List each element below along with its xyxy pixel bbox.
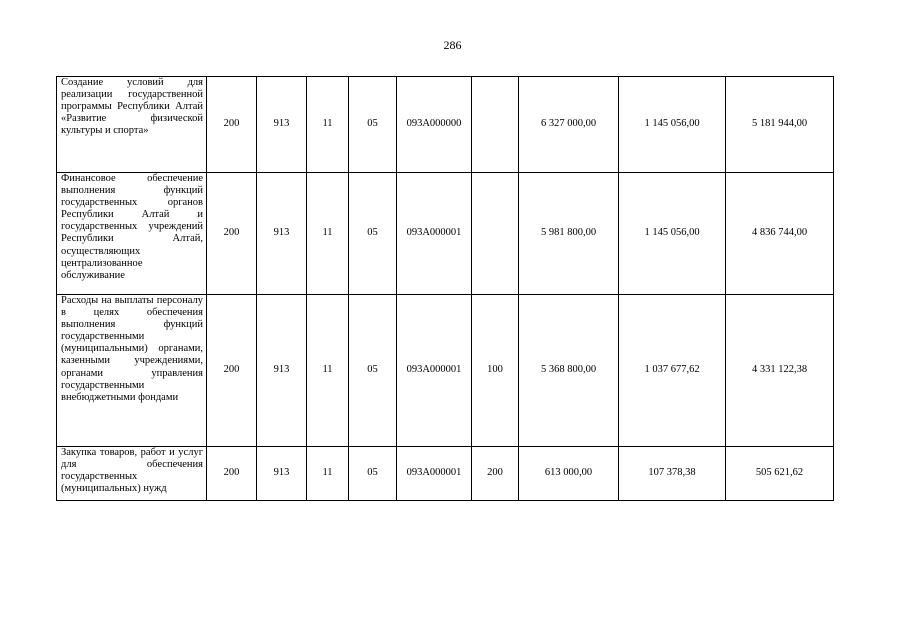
sum-total-cell: 6 327 000,00 — [519, 77, 619, 173]
row-name-cell: Создание условий для реализации государственной программы Республики Алтай «Развитие физической культуры и спорта» — [57, 77, 207, 173]
gr-cell: 200 — [207, 295, 257, 447]
sum-rest-cell: 5 181 944,00 — [726, 77, 834, 173]
gr-cell: 200 — [207, 447, 257, 501]
table-row — [57, 173, 834, 295]
page-number: 286 — [443, 38, 462, 52]
csr-cell: 093A000000 — [397, 77, 472, 173]
sum-rest-cell: 4 331 122,38 — [726, 295, 834, 447]
sum-rest-cell: 505 621,62 — [726, 447, 834, 501]
vr-cell — [472, 173, 519, 295]
ved-cell: 913 — [257, 447, 307, 501]
pr-cell: 05 — [349, 295, 397, 447]
pr-cell: 05 — [349, 173, 397, 295]
csr-cell: 093A000001 — [397, 447, 472, 501]
csr-cell: 093A000001 — [397, 295, 472, 447]
ved-cell: 913 — [257, 173, 307, 295]
sum-rest-cell: 4 836 744,00 — [726, 173, 834, 295]
rz-cell: 11 — [307, 295, 349, 447]
gr-cell: 200 — [207, 173, 257, 295]
rz-cell: 11 — [307, 77, 349, 173]
gr-cell: 200 — [207, 77, 257, 173]
vr-cell: 200 — [472, 447, 519, 501]
csr-cell: 093A000001 — [397, 173, 472, 295]
row-name-cell: Закупка товаров, работ и услуг для обеспечения государственных (муниципальных) нужд — [57, 447, 207, 501]
sum-exec-cell: 107 378,38 — [619, 447, 726, 501]
ved-cell: 913 — [257, 77, 307, 173]
rz-cell: 11 — [307, 173, 349, 295]
table-row — [57, 295, 834, 447]
budget-table — [56, 76, 834, 501]
sum-total-cell: 5 368 800,00 — [519, 295, 619, 447]
sum-total-cell: 5 981 800,00 — [519, 173, 619, 295]
sum-total-cell: 613 000,00 — [519, 447, 619, 501]
table-row — [57, 77, 834, 173]
pr-cell: 05 — [349, 447, 397, 501]
ved-cell: 913 — [257, 295, 307, 447]
vr-cell: 100 — [472, 295, 519, 447]
table-row — [57, 447, 834, 501]
row-name-cell: Расходы на выплаты персоналу в целях обеспечения выполнения функций государственными (муниципальными) органами, казенными учреждениями, органами управления государственными внебюджетными фондами — [57, 295, 207, 447]
rz-cell: 11 — [307, 447, 349, 501]
sum-exec-cell: 1 145 056,00 — [619, 173, 726, 295]
pr-cell: 05 — [349, 77, 397, 173]
sum-exec-cell: 1 145 056,00 — [619, 77, 726, 173]
sum-exec-cell: 1 037 677,62 — [619, 295, 726, 447]
vr-cell — [472, 77, 519, 173]
row-name-cell: Финансовое обеспечение выполнения функций государственных органов Республики Алтай и государственных учреждений Республики Алтай, осуществляющих централизованное обслуживание — [57, 173, 207, 295]
